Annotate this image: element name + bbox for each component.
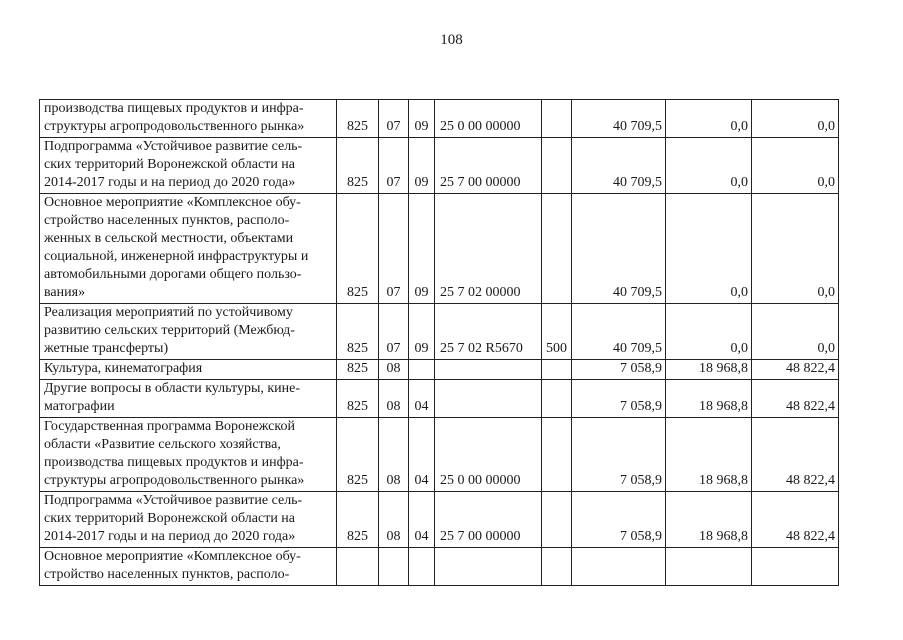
- row-name-cell-text: Другие вопросы в области культуры, кине- матографии: [44, 381, 301, 414]
- budget-table: [39, 99, 839, 586]
- target-article-cell: [435, 360, 542, 380]
- sum-year3-cell: [752, 194, 839, 304]
- sum-year2-cell: [666, 138, 752, 194]
- subsection-cell: [409, 418, 435, 492]
- expense-type-cell: [542, 194, 572, 304]
- row-name-cell: [40, 304, 337, 360]
- sum-year2-cell: [666, 548, 752, 586]
- subsection-cell: [409, 492, 435, 548]
- table-row: [40, 138, 839, 194]
- subsection-cell: [409, 138, 435, 194]
- sum-year1-cell: [572, 194, 666, 304]
- row-name-cell-text: Государственная программа Воронежской области «Развитие сельского хозяйства, производства пищевых продуктов и инфра- структуры агропродовольственного рынка»: [44, 419, 305, 488]
- sum-year2-cell: [666, 418, 752, 492]
- sum-year2-cell-text: 0,0: [730, 341, 748, 356]
- target-article-cell-text: 25 0 00 00000: [440, 119, 521, 134]
- sum-year1-cell: [572, 380, 666, 418]
- table-row: [40, 548, 839, 586]
- section-cell: [379, 194, 409, 304]
- target-article-cell-text: 25 7 00 00000: [440, 529, 521, 544]
- grbs-cell: [337, 418, 379, 492]
- grbs-cell-text: 825: [347, 175, 368, 190]
- expense-type-cell-text: 500: [546, 341, 567, 356]
- expense-type-cell: [542, 100, 572, 138]
- table-row: [40, 360, 839, 380]
- section-cell: [379, 380, 409, 418]
- table-row: [40, 194, 839, 304]
- subsection-cell: [409, 194, 435, 304]
- section-cell-text: 07: [386, 119, 401, 134]
- sum-year1-cell: [572, 304, 666, 360]
- grbs-cell: [337, 194, 379, 304]
- sum-year3-cell: [752, 492, 839, 548]
- section-cell: [379, 100, 409, 138]
- sum-year3-cell-text: 48 822,4: [786, 399, 835, 414]
- row-name-cell: [40, 194, 337, 304]
- table-row: [40, 380, 839, 418]
- subsection-cell: [409, 380, 435, 418]
- sum-year1-cell: [572, 548, 666, 586]
- sum-year3-cell: [752, 418, 839, 492]
- grbs-cell: [337, 492, 379, 548]
- target-article-cell: [435, 418, 542, 492]
- sum-year1-cell-text: 7 058,9: [620, 399, 662, 414]
- sum-year3-cell: [752, 138, 839, 194]
- target-article-cell: [435, 194, 542, 304]
- section-cell: [379, 360, 409, 380]
- subsection-cell-text: 09: [414, 175, 429, 190]
- row-name-cell-text: Основное мероприятие «Комплексное обу- стройство населенных пунктов, располо-: [44, 549, 301, 582]
- section-cell-text: 07: [386, 175, 401, 190]
- expense-type-cell: [542, 418, 572, 492]
- expense-type-cell: [542, 492, 572, 548]
- grbs-cell: [337, 100, 379, 138]
- grbs-cell: [337, 360, 379, 380]
- sum-year2-cell: [666, 100, 752, 138]
- row-name-cell-text: Культура, кинематография: [44, 361, 203, 376]
- sum-year2-cell-text: 0,0: [730, 119, 748, 134]
- row-name-cell: [40, 100, 337, 138]
- sum-year3-cell-text: 0,0: [817, 285, 835, 300]
- subsection-cell-text: 04: [414, 473, 429, 488]
- sum-year1-cell: [572, 138, 666, 194]
- row-name-cell: [40, 138, 337, 194]
- row-name-cell: [40, 492, 337, 548]
- grbs-cell-text: 825: [347, 473, 368, 488]
- grbs-cell-text: 825: [347, 399, 368, 414]
- target-article-cell: [435, 548, 542, 586]
- sum-year2-cell-text: 0,0: [730, 175, 748, 190]
- subsection-cell-text: 09: [414, 119, 429, 134]
- subsection-cell: [409, 360, 435, 380]
- section-cell: [379, 548, 409, 586]
- sum-year3-cell: [752, 380, 839, 418]
- sum-year2-cell-text: 18 968,8: [699, 361, 748, 376]
- expense-type-cell: [542, 138, 572, 194]
- sum-year2-cell-text: 0,0: [730, 285, 748, 300]
- sum-year3-cell-text: 48 822,4: [786, 529, 835, 544]
- sum-year1-cell: [572, 100, 666, 138]
- grbs-cell: [337, 304, 379, 360]
- sum-year2-cell-text: 18 968,8: [699, 399, 748, 414]
- subsection-cell-text: 04: [414, 529, 429, 544]
- grbs-cell-text: 825: [347, 529, 368, 544]
- grbs-cell-text: 825: [347, 361, 368, 376]
- sum-year3-cell-text: 0,0: [817, 175, 835, 190]
- sum-year1-cell: [572, 360, 666, 380]
- sum-year1-cell: [572, 492, 666, 548]
- sum-year2-cell: [666, 380, 752, 418]
- target-article-cell-text: 25 7 02 R5670: [440, 341, 523, 356]
- target-article-cell: [435, 380, 542, 418]
- target-article-cell: [435, 100, 542, 138]
- row-name-cell-text: производства пищевых продуктов и инфра- структуры агропродовольственного рынка»: [44, 101, 305, 134]
- grbs-cell-text: 825: [347, 341, 368, 356]
- sum-year2-cell-text: 18 968,8: [699, 473, 748, 488]
- table-row: [40, 492, 839, 548]
- sum-year1-cell-text: 7 058,9: [620, 361, 662, 376]
- sum-year2-cell: [666, 194, 752, 304]
- target-article-cell-text: 25 7 00 00000: [440, 175, 521, 190]
- sum-year2-cell-text: 18 968,8: [699, 529, 748, 544]
- sum-year1-cell-text: 40 709,5: [613, 341, 662, 356]
- table-row: [40, 418, 839, 492]
- sum-year3-cell: [752, 548, 839, 586]
- table-row: [40, 304, 839, 360]
- row-name-cell-text: Подпрограмма «Устойчивое развитие сель- ских территорий Воронежской области на 2014-2017 годы и на период до 2020 года»: [44, 493, 303, 544]
- target-article-cell: [435, 304, 542, 360]
- expense-type-cell: [542, 360, 572, 380]
- sum-year2-cell: [666, 304, 752, 360]
- subsection-cell: [409, 548, 435, 586]
- sum-year2-cell: [666, 492, 752, 548]
- section-cell: [379, 492, 409, 548]
- row-name-cell-text: Реализация мероприятий по устойчивому развитию сельских территорий (Межбюд- жетные трансферты): [44, 305, 295, 356]
- target-article-cell: [435, 492, 542, 548]
- row-name-cell: [40, 360, 337, 380]
- subsection-cell: [409, 100, 435, 138]
- sum-year1-cell-text: 7 058,9: [620, 473, 662, 488]
- grbs-cell: [337, 138, 379, 194]
- target-article-cell-text: 25 0 00 00000: [440, 473, 521, 488]
- grbs-cell: [337, 380, 379, 418]
- sum-year3-cell-text: 48 822,4: [786, 473, 835, 488]
- section-cell: [379, 138, 409, 194]
- target-article-cell-text: 25 7 02 00000: [440, 285, 521, 300]
- grbs-cell-text: 825: [347, 285, 368, 300]
- subsection-cell-text: 04: [414, 399, 429, 414]
- row-name-cell: [40, 418, 337, 492]
- sum-year1-cell-text: 40 709,5: [613, 175, 662, 190]
- expense-type-cell: [542, 304, 572, 360]
- row-name-cell: [40, 380, 337, 418]
- section-cell: [379, 418, 409, 492]
- grbs-cell-text: 825: [347, 119, 368, 134]
- subsection-cell-text: 09: [414, 285, 429, 300]
- page-number: 108: [440, 32, 463, 48]
- section-cell-text: 07: [386, 285, 401, 300]
- grbs-cell: [337, 548, 379, 586]
- subsection-cell-text: 09: [414, 341, 429, 356]
- sum-year3-cell: [752, 360, 839, 380]
- target-article-cell: [435, 138, 542, 194]
- section-cell-text: 08: [386, 529, 401, 544]
- sum-year3-cell-text: 0,0: [817, 119, 835, 134]
- section-cell-text: 07: [386, 341, 401, 356]
- sum-year3-cell-text: 0,0: [817, 341, 835, 356]
- section-cell-text: 08: [386, 399, 401, 414]
- sum-year1-cell-text: 7 058,9: [620, 529, 662, 544]
- sum-year1-cell-text: 40 709,5: [613, 285, 662, 300]
- sum-year3-cell: [752, 100, 839, 138]
- sum-year2-cell: [666, 360, 752, 380]
- section-cell: [379, 304, 409, 360]
- sum-year1-cell-text: 40 709,5: [613, 119, 662, 134]
- expense-type-cell: [542, 548, 572, 586]
- expense-type-cell: [542, 380, 572, 418]
- section-cell-text: 08: [386, 473, 401, 488]
- row-name-cell-text: Подпрограмма «Устойчивое развитие сель- ских территорий Воронежской области на 2014-2017 годы и на период до 2020 года»: [44, 139, 303, 190]
- row-name-cell: [40, 548, 337, 586]
- table-row: [40, 100, 839, 138]
- sum-year3-cell: [752, 304, 839, 360]
- subsection-cell: [409, 304, 435, 360]
- row-name-cell-text: Основное мероприятие «Комплексное обу- стройство населенных пунктов, располо- женных в сельской местности, объектами социальной, инженерной инфраструктуры и автомобильными дорогами общего пользо- вания»: [44, 195, 309, 300]
- sum-year1-cell: [572, 418, 666, 492]
- section-cell-text: 08: [386, 361, 401, 376]
- sum-year3-cell-text: 48 822,4: [786, 361, 835, 376]
